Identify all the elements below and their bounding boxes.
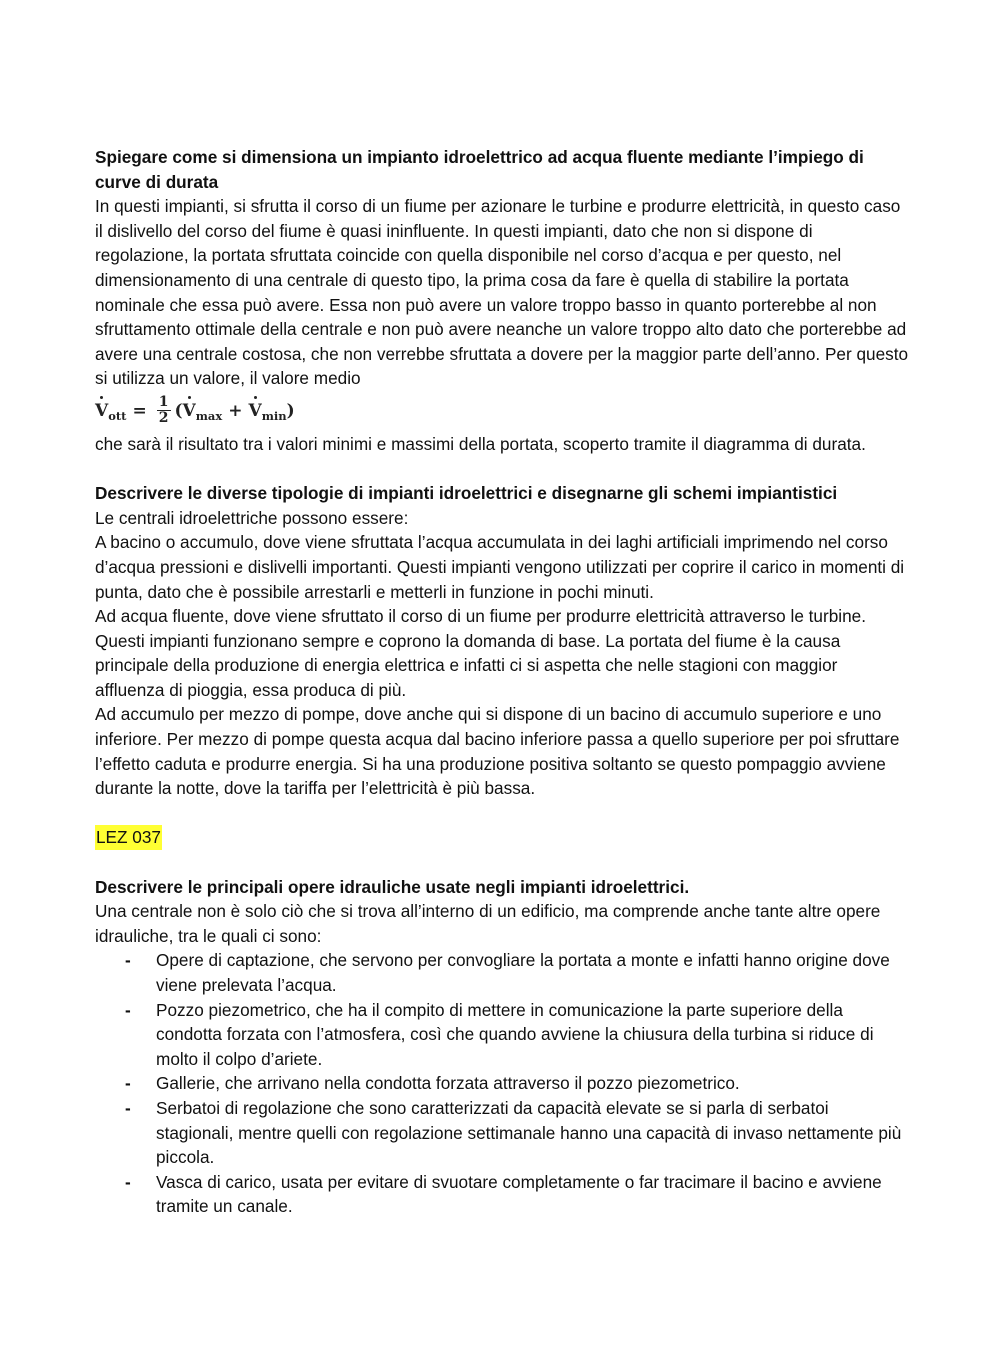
spacer (95, 850, 910, 875)
section2-heading: Descrivere le diverse tipologie di impianti idroelettrici e disegnarne gli schemi impiantistici (95, 483, 838, 504)
section3-heading: Descrivere le principali opere idrauliche usate negli impianti idroelettrici. (95, 876, 690, 897)
mean-flow-formula (95, 392, 910, 430)
section2-paragraph-pompe: Ad accumulo per mezzo di pompe, dove anche qui si dispone di un bacino di accumulo superiore e uno inferiore. Per mezzo di pompe questa acqua dal bacino inferiore passa a quello superiore per poi sfruttare l’effetto caduta e produrre energia. Si ha una produzione positiva soltanto se questo pompaggio avviene durante la notte, dove la tariffa per l’elettricità è più bassa. (95, 704, 900, 799)
list-item-text: Pozzo piezometrico, che ha il compito di mettere in comunicazione la parte superiore della condotta forzata con l’atmosfera, così che quando avviene la chiusura della turbina si riduce di molto il colpo d’ariete. (156, 999, 874, 1069)
section1-body: In questi impianti, si sfrutta il corso di un fiume per azionare le turbine e produrre elettricità, in questo caso il dislivello del corso del fiume è quasi ininfluente. In questi impianti, dato che non si dispone di regolazione, la portata sfruttata coincide con quella disponibile nel corso d’acqua e per questo, nel dimensionamento di una centrale di questo tipo, la prima cosa da fare è quella di stabilire la portata nominale che essa può avere. Essa non può avere un valore troppo basso in quanto porterebbe al non sfruttamento ottimale della centrale e non può avere neanche un valore troppo alto dato che porterebbe ad avere una centrale costosa, che non verrebbe sfruttata a dovere per la maggior parte dell’anno. Per questo si utilizza un valore, il valore medio (95, 196, 909, 389)
list-item (95, 1071, 910, 1096)
list-item-text: Serbatoi di regolazione che sono caratterizzati da capacità elevate se si parla di serbatoi stagionali, mentre quelli con regolazione settimanale hanno una capacità di invaso nettamente più piccola. (156, 1097, 902, 1168)
lesson-tag: LEZ 037 (95, 825, 162, 850)
list-item-text: Vasca di carico, usata per evitare di svuotare completamente o far tracimare il bacino e avviene tramite un canale. (156, 1171, 882, 1217)
formula-equals: = (132, 400, 147, 421)
list-item-text: Opere di captazione, che servono per convogliare la portata a monte e infatti hanno origine dove viene prelevata l’acqua. (156, 950, 890, 995)
list-item (95, 1096, 910, 1170)
list-bullet: - (125, 950, 131, 971)
section2-paragraph-bacino: A bacino o accumulo, dove viene sfruttata l’acqua accumulata in dei laghi artificiali imprimendo nel corso d’acqua pressioni e dislivelli importanti. Questi impianti vengono utilizzati per coprire il carico in momenti di punta, dato che è possibile arrestarli e metterli in funzione in pochi minuti. (95, 532, 905, 602)
section3-intro: Una centrale non è solo ciò che si trova all’interno di un edificio, ma comprende anche tante altre opere idrauliche, tra le quali ci sono: (95, 901, 881, 946)
formula-v-max-sub: max (195, 408, 223, 423)
formula-lhs-sub: ott (108, 408, 127, 423)
section2-paragraph-fluente: Ad acqua fluente, dove viene sfruttato il corso di un fiume per produrre elettricità attraverso le turbine. Questi impianti funzionano sempre e coprono la domanda di base. La portata del fiume è la causa principale della produzione di energia elettrica e infatti ci si aspetta che nelle stagioni con maggior affluenza di pioggia, essa produca di più. (95, 606, 866, 700)
list-item (95, 1170, 910, 1219)
list-item (95, 948, 910, 997)
formula-v-min-sub: min (261, 408, 287, 423)
formula-fraction (157, 395, 171, 426)
section1-after-formula: che sarà il risultato tra i valori minimi e massimi della portata, scoperto tramite il diagramma di durata. (95, 433, 866, 454)
formula-denominator: 2 (158, 410, 169, 427)
list-item (95, 998, 910, 1072)
list-bullet: - (125, 1171, 131, 1192)
formula-lhs: V (95, 399, 108, 424)
formula-numerator: 1 (158, 394, 169, 411)
spacer (95, 801, 910, 826)
list-bullet: - (125, 999, 131, 1020)
document-page (95, 145, 910, 1219)
formula-plus: + (228, 400, 243, 421)
formula-v-max: V (183, 399, 196, 424)
list-bullet: - (125, 1073, 131, 1094)
spacer (95, 457, 910, 482)
lesson-tag-line (95, 825, 910, 850)
list-item-text: Gallerie, che arrivano nella condotta forzata attraverso il pozzo piezometrico. (156, 1073, 740, 1094)
section1-heading: Spiegare come si dimensiona un impianto idroelettrico ad acqua fluente mediante l’impiego di curve di durata (95, 147, 864, 192)
hydraulic-works-list (95, 948, 910, 1219)
formula-close-paren: ) (286, 400, 295, 421)
formula-open-paren: ( (174, 400, 183, 421)
section2-intro: Le centrali idroelettriche possono essere: (95, 507, 409, 528)
list-bullet: - (125, 1097, 131, 1118)
formula-v-min: V (248, 399, 261, 424)
